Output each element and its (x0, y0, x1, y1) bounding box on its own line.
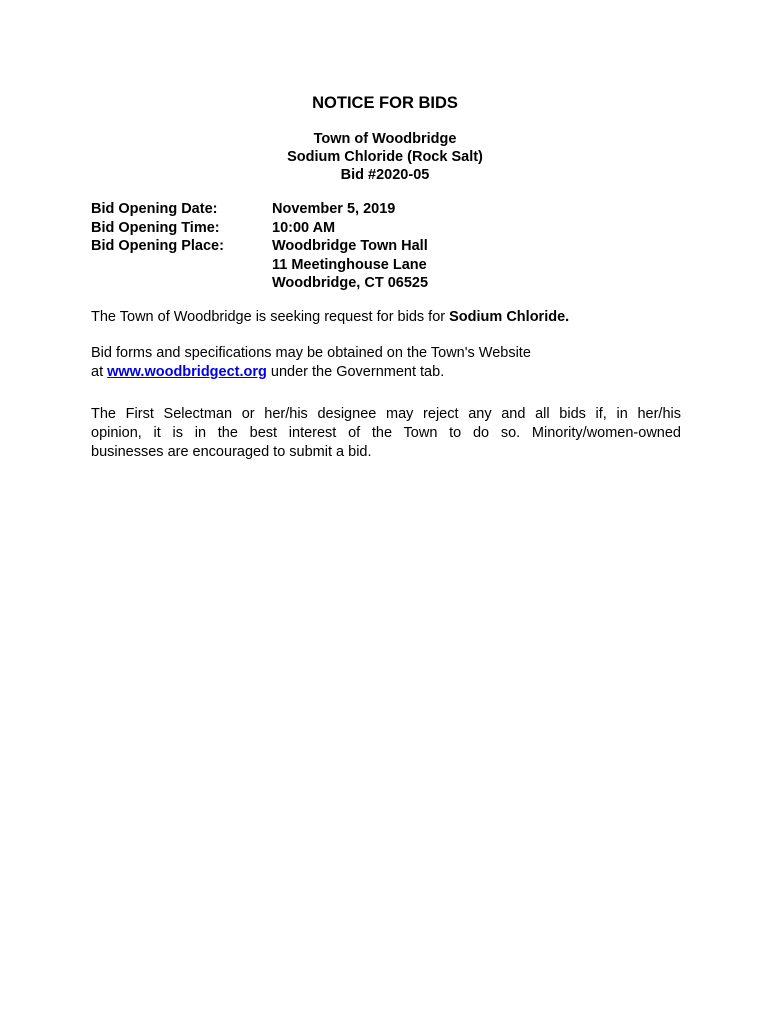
bid-place-row (91, 237, 428, 256)
seeking-bids-item: Sodium Chloride. (449, 309, 570, 325)
bid-place-line1: Woodbridge Town Hall (272, 238, 428, 254)
rejection-line2: opinion, it is in the best interest of the Town to do so. Minority/women-owned (91, 425, 681, 441)
rejection-line3: businesses are encouraged to submit a bid. (91, 444, 372, 460)
bid-forms-prefix: at (91, 364, 108, 380)
notice-subheading (0, 130, 770, 184)
bid-date-label: Bid Opening Date: (91, 201, 218, 217)
seeking-bids-paragraph (91, 308, 681, 327)
town-name: Town of Woodbridge (313, 131, 457, 147)
bid-forms-line2 (91, 363, 681, 382)
seeking-bids-text: The Town of Woodbridge is seeking request for bids for (91, 309, 450, 325)
bid-item: Sodium Chloride (Rock Salt) (287, 149, 483, 165)
rejection-paragraph (91, 405, 681, 462)
website-link[interactable]: www.woodbridgect.org (107, 364, 267, 380)
bid-forms-paragraph (91, 344, 681, 382)
bid-date-row (91, 200, 428, 219)
bid-time-label: Bid Opening Time: (91, 219, 220, 236)
bid-place-row-2 (91, 256, 428, 275)
bid-date-value: November 5, 2019 (272, 201, 396, 217)
bid-number: Bid #2020-05 (340, 167, 430, 183)
bid-time-row (91, 219, 428, 238)
bid-place-line2: 11 Meetinghouse Lane (272, 256, 427, 273)
bid-forms-suffix: under the Government tab. (266, 364, 445, 380)
bid-place-row-3 (91, 274, 428, 293)
bid-forms-line1: Bid forms and specifications may be obtained on the Town's Website (91, 345, 531, 361)
bid-time-value: 10:00 AM (272, 219, 336, 236)
bid-details (91, 200, 428, 293)
rejection-line1: The First Selectman or her/his designee may reject any and all bids if, in her/his (91, 406, 681, 422)
notice-title: NOTICE FOR BIDS (312, 94, 458, 112)
bid-place-line3: Woodbridge, CT 06525 (272, 275, 429, 291)
bid-place-label: Bid Opening Place: (91, 238, 224, 254)
